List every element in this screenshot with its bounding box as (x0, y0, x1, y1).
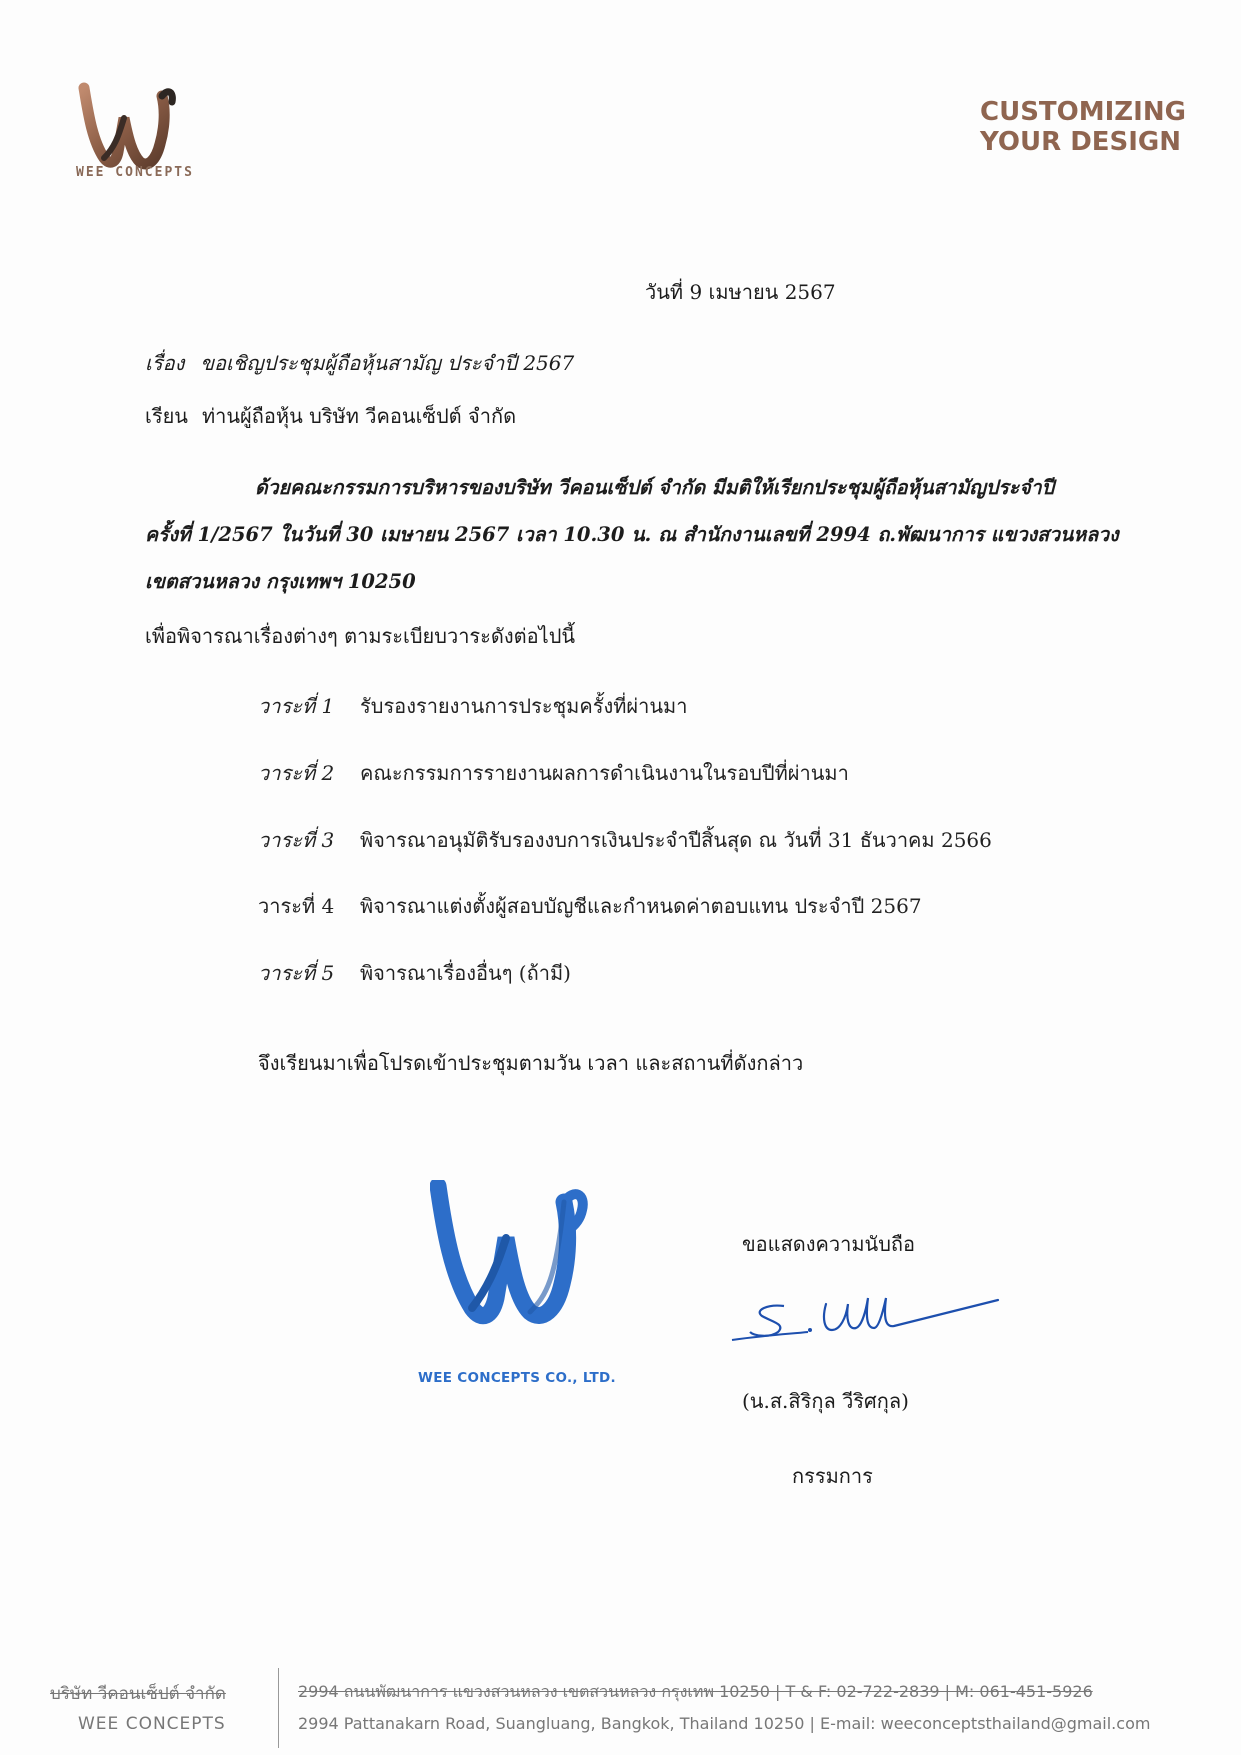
agenda-text: พิจารณาแต่งตั้งผู้สอบบัญชีและกำหนดค่าตอบแทน ประจำปี 2567 (360, 894, 922, 918)
company-stamp-logo (430, 1180, 610, 1330)
agenda-intro: เพื่อพิจารณาเรื่องต่างๆ ตามระเบียบวาระดังต่อไปนี้ (145, 624, 576, 648)
tagline-line1: CUSTOMIZING (980, 97, 1186, 127)
subject-label: เรื่อง (145, 351, 185, 375)
footer-company-en: WEE CONCEPTS (78, 1714, 226, 1734)
footer-address-th: 2994 ถนนพัฒนาการ แขวงสวนหลวง เขตสวนหลวง กรุงเทพ 10250 | T & F: 02-722-2839 | M: 061-451-5926 (298, 1682, 1093, 1701)
agenda-label: วาระที่ 4 (258, 894, 335, 918)
footer-divider (278, 1668, 279, 1748)
subject-line (145, 347, 574, 379)
tagline (980, 97, 1200, 157)
paragraph-line-2: ครั้งที่ 1/2567 ในวันที่ 30 เมษายน 2567 เวลา 10.30 น. ณ สำนักงานเลขที่ 2994 ถ.พัฒนาการ แขวงสวนหลวง (145, 523, 1119, 546)
agenda-label: วาระที่ 1 (258, 694, 335, 718)
agenda-label: วาระที่ 5 (258, 961, 335, 985)
recipient-line (145, 400, 516, 432)
closing-sentence: จึงเรียนมาเพื่อโปรดเข้าประชุมตามวัน เวลา และสถานที่ดังกล่าว (258, 1051, 804, 1075)
paragraph-line-1: ด้วยคณะกรรมการบริหารของบริษัท วีคอนเซ็ปต์ จำกัด มีมติให้เรียกประชุมผู้ถือหุ้นสามัญประจำปี (255, 476, 1054, 499)
agenda-label: วาระที่ 3 (258, 828, 335, 852)
agenda-text: รับรองรายงานการประชุมครั้งที่ผ่านมา (360, 694, 688, 718)
signer-name: (น.ส.สิริกุล วีริศกุล) (742, 1389, 909, 1413)
recipient-text: ท่านผู้ถือหุ้น บริษัท วีคอนเซ็ปต์ จำกัด (201, 404, 517, 428)
brand-name: WEE CONCEPTS (76, 165, 194, 180)
agenda-text: คณะกรรมการรายงานผลการดำเนินงานในรอบปีที่ผ่านมา (360, 761, 849, 785)
letter-date: วันที่ 9 เมษายน 2567 (645, 280, 836, 304)
footer-address-en: 2994 Pattanakarn Road, Suangluang, Bangkok, Thailand 10250 | E-mail: weeconceptsthailand@gmail.com (298, 1714, 1151, 1733)
tagline-line2: YOUR DESIGN (980, 127, 1182, 157)
regards-text: ขอแสดงความนับถือ (742, 1232, 916, 1256)
paragraph-line-3: เขตสวนหลวง กรุงเทพฯ 10250 (145, 570, 416, 593)
stamp-company-name: WEE CONCEPTS CO., LTD. (418, 1370, 616, 1386)
agenda-text: พิจารณาเรื่องอื่นๆ (ถ้ามี) (360, 961, 571, 985)
agenda-label: วาระที่ 2 (258, 761, 335, 785)
recipient-label: เรียน (145, 404, 188, 428)
signer-position: กรรมการ (792, 1464, 873, 1488)
page-footer (40, 1668, 1210, 1755)
signature-image (728, 1290, 1008, 1350)
agenda-text: พิจารณาอนุมัติรับรองงบการเงินประจำปีสิ้นสุด ณ วันที่ 31 ธันวาคม 2566 (360, 828, 992, 852)
subject-text: ขอเชิญประชุมผู้ถือหุ้นสามัญ ประจำปี 2567 (200, 351, 575, 375)
footer-company-th: บริษัท วีคอนเซ็ปต์ จำกัด (50, 1684, 226, 1704)
